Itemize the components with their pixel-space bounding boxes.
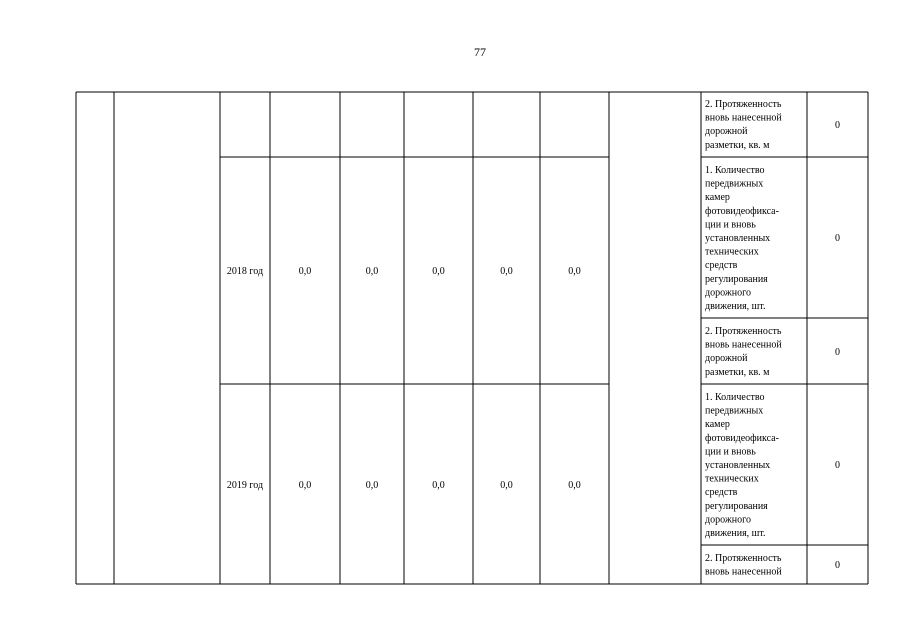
indicator-line: установленных (705, 460, 771, 471)
indicator-text (705, 165, 781, 312)
indicator-line: технических (705, 473, 759, 485)
indicator-line: передвижных (705, 405, 764, 417)
indicator-value: 0 (835, 347, 840, 358)
indicator-cell (705, 392, 781, 539)
indicator-line: технических (705, 246, 759, 258)
indicator-line: камер (705, 419, 730, 431)
indicator-line: регулирования (705, 500, 768, 512)
indicator-line: движения, шт. (705, 528, 766, 539)
value-cell: 0,0 (500, 266, 513, 277)
indicator-line: ции и вновь (705, 446, 756, 458)
value-cell: 0,0 (568, 480, 581, 491)
value-cell: 0,0 (500, 480, 513, 491)
indicator-text (705, 392, 781, 539)
indicator-line: дорожной (705, 126, 748, 138)
indicator-cell (705, 326, 784, 378)
value-cell: 0,0 (298, 480, 312, 491)
value-cell: 0,0 (365, 266, 379, 277)
indicator-line: фотовидеофикса- (705, 205, 779, 217)
indicator-line: 1. Количество (705, 392, 765, 403)
indicator-line: 1. Количество (705, 165, 765, 176)
indicator-cell (705, 553, 784, 578)
indicator-line: установленных (705, 233, 771, 244)
indicator-line: дорожного (705, 287, 751, 299)
indicator-text (705, 326, 784, 378)
indicator-line: фотовидеофикса- (705, 432, 779, 444)
indicator-cell (705, 99, 784, 151)
page-number: 77 (474, 45, 486, 59)
indicator-cell (705, 165, 781, 312)
table-row (705, 99, 840, 151)
indicator-value: 0 (835, 460, 840, 471)
indicator-text (705, 553, 784, 578)
indicator-line: разметки, кв. м (705, 366, 770, 378)
value-cell: 0,0 (432, 266, 445, 277)
indicator-line: дорожной (705, 353, 748, 365)
table-row (227, 392, 840, 578)
indicator-line: камер (705, 192, 730, 204)
year-cell: 2019 год (226, 480, 264, 491)
indicator-line: средств (705, 260, 738, 272)
indicator-line: вновь нанесенной (705, 339, 782, 351)
indicator-line: 2. Протяженность (705, 553, 782, 564)
value-cell: 0,0 (432, 480, 445, 491)
indicator-line: вновь нанесенной (705, 112, 782, 124)
indicator-line: передвижных (705, 178, 764, 190)
indicator-value: 0 (835, 233, 840, 244)
value-cell: 0,0 (298, 266, 312, 277)
indicator-line: движения, шт. (705, 301, 766, 312)
indicator-line: 2. Протяженность (705, 326, 782, 337)
indicator-line: вновь нанесенной (705, 566, 782, 578)
indicator-line: 2. Протяженность (705, 99, 782, 110)
year-cell: 2018 год (226, 266, 264, 277)
indicator-line: разметки, кв. м (705, 139, 770, 151)
indicator-value: 0 (835, 120, 840, 131)
indicator-line: ции и вновь (705, 219, 756, 231)
value-cell: 0,0 (365, 480, 379, 491)
value-cell: 0,0 (568, 266, 581, 277)
table-row (227, 165, 840, 378)
indicator-value: 0 (835, 560, 840, 571)
indicator-text (705, 99, 784, 151)
indicator-line: средств (705, 487, 738, 499)
indicator-line: дорожного (705, 514, 751, 526)
indicator-line: регулирования (705, 273, 768, 285)
